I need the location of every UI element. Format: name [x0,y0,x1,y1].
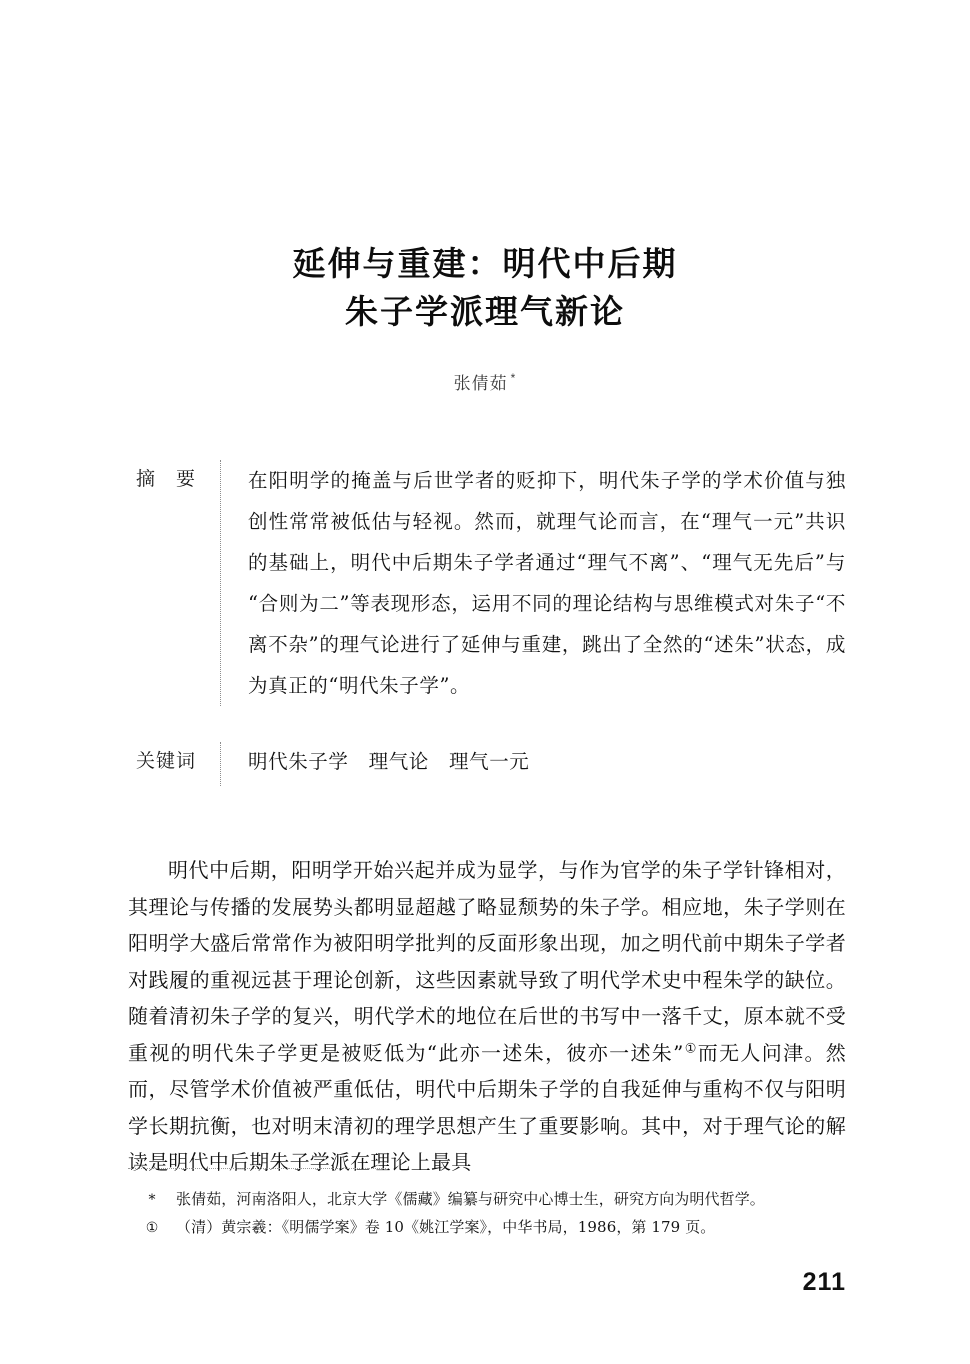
footnote-separator [128,1168,386,1169]
title-line-2: 朱子学派理气新论 [345,292,625,331]
keywords-row [128,742,846,786]
footnote-citation [128,1214,846,1242]
body-paragraph-1 [128,852,846,1181]
author-footnote-marker: * [510,371,517,386]
title-line-1: 延伸与重建：明代中后期 [292,244,678,283]
footnote-citation-text: （清）黄宗羲：《明儒学案》卷 10《姚江学案》，中华书局，1986，第 179 页。 [176,1218,716,1236]
page-title [0,240,970,336]
footnote-author-text: 张倩茹，河南洛阳人，北京大学《儒藏》编纂与研究中心博士生，研究方向为明代哲学。 [176,1190,765,1208]
body-paragraph-1-part-2: 而无人问津。然而，尽管学术价值被严重低估，明代中后期朱子学的自我延伸与重构不仅与阳明学长期抗衡，也对明末清初的理学思想产生了重要影响。其中，对于理气论的解读是明代中后期朱子学派在理论上最具 [128,1040,846,1174]
footnote-reference-1[interactable]: ① [683,1040,698,1056]
footnote-author [128,1186,846,1214]
body-text [128,852,846,1181]
author-name: 张倩茹 [453,374,508,393]
abstract-divider [220,460,222,706]
keywords-label: 关键词 [136,751,197,772]
abstract-keywords-block [128,460,846,786]
keywords-divider [220,742,222,786]
footnote-marker-asterisk: * [148,1192,156,1208]
footnote-marker-1: ① [145,1220,159,1236]
meta-spacer [128,706,846,742]
body-paragraph-1-part-1: 明代中后期，阳明学开始兴起并成为显学，与作为官学的朱子学针锋相对，其理论与传播的发展势头都明显超越了略显颓势的朱子学。相应地，朱子学则在阳明学大盛后常常作为被阳明学批判的反面形象出现，加之明代前中期朱子学者对践履的重视远甚于理论创新，这些因素就导致了明代学术史中程朱学的缺位。随着清初朱子学的复兴，明代学术的地位在后世的书写中一落千丈，原本就不受重视的明代朱子学更是被贬低为“此亦一述朱，彼亦一述朱” [128,858,846,1065]
footnotes-block [128,1186,846,1242]
abstract-text: 在阳明学的掩盖与后世学者的贬抑下，明代朱子学的学术价值与独创性常常被低估与轻视。然而，就理气论而言，在“理气一元”共识的基础上，明代中后期朱子学者通过“理气不离”、“理气无先后”与“合则为二”等表现形态，运用不同的理论结构与思维模式对朱子“不离不杂”的理气论进行了延伸与重建，跳出了全然的“述朱”状态，成为真正的“明代朱子学”。 [248,469,846,697]
author-byline [0,369,970,394]
abstract-row [128,460,846,706]
page-number: 211 [802,1268,846,1296]
keywords-text: 明代朱子学 理气论 理气一元 [248,750,530,773]
abstract-label: 摘 要 [136,469,197,490]
